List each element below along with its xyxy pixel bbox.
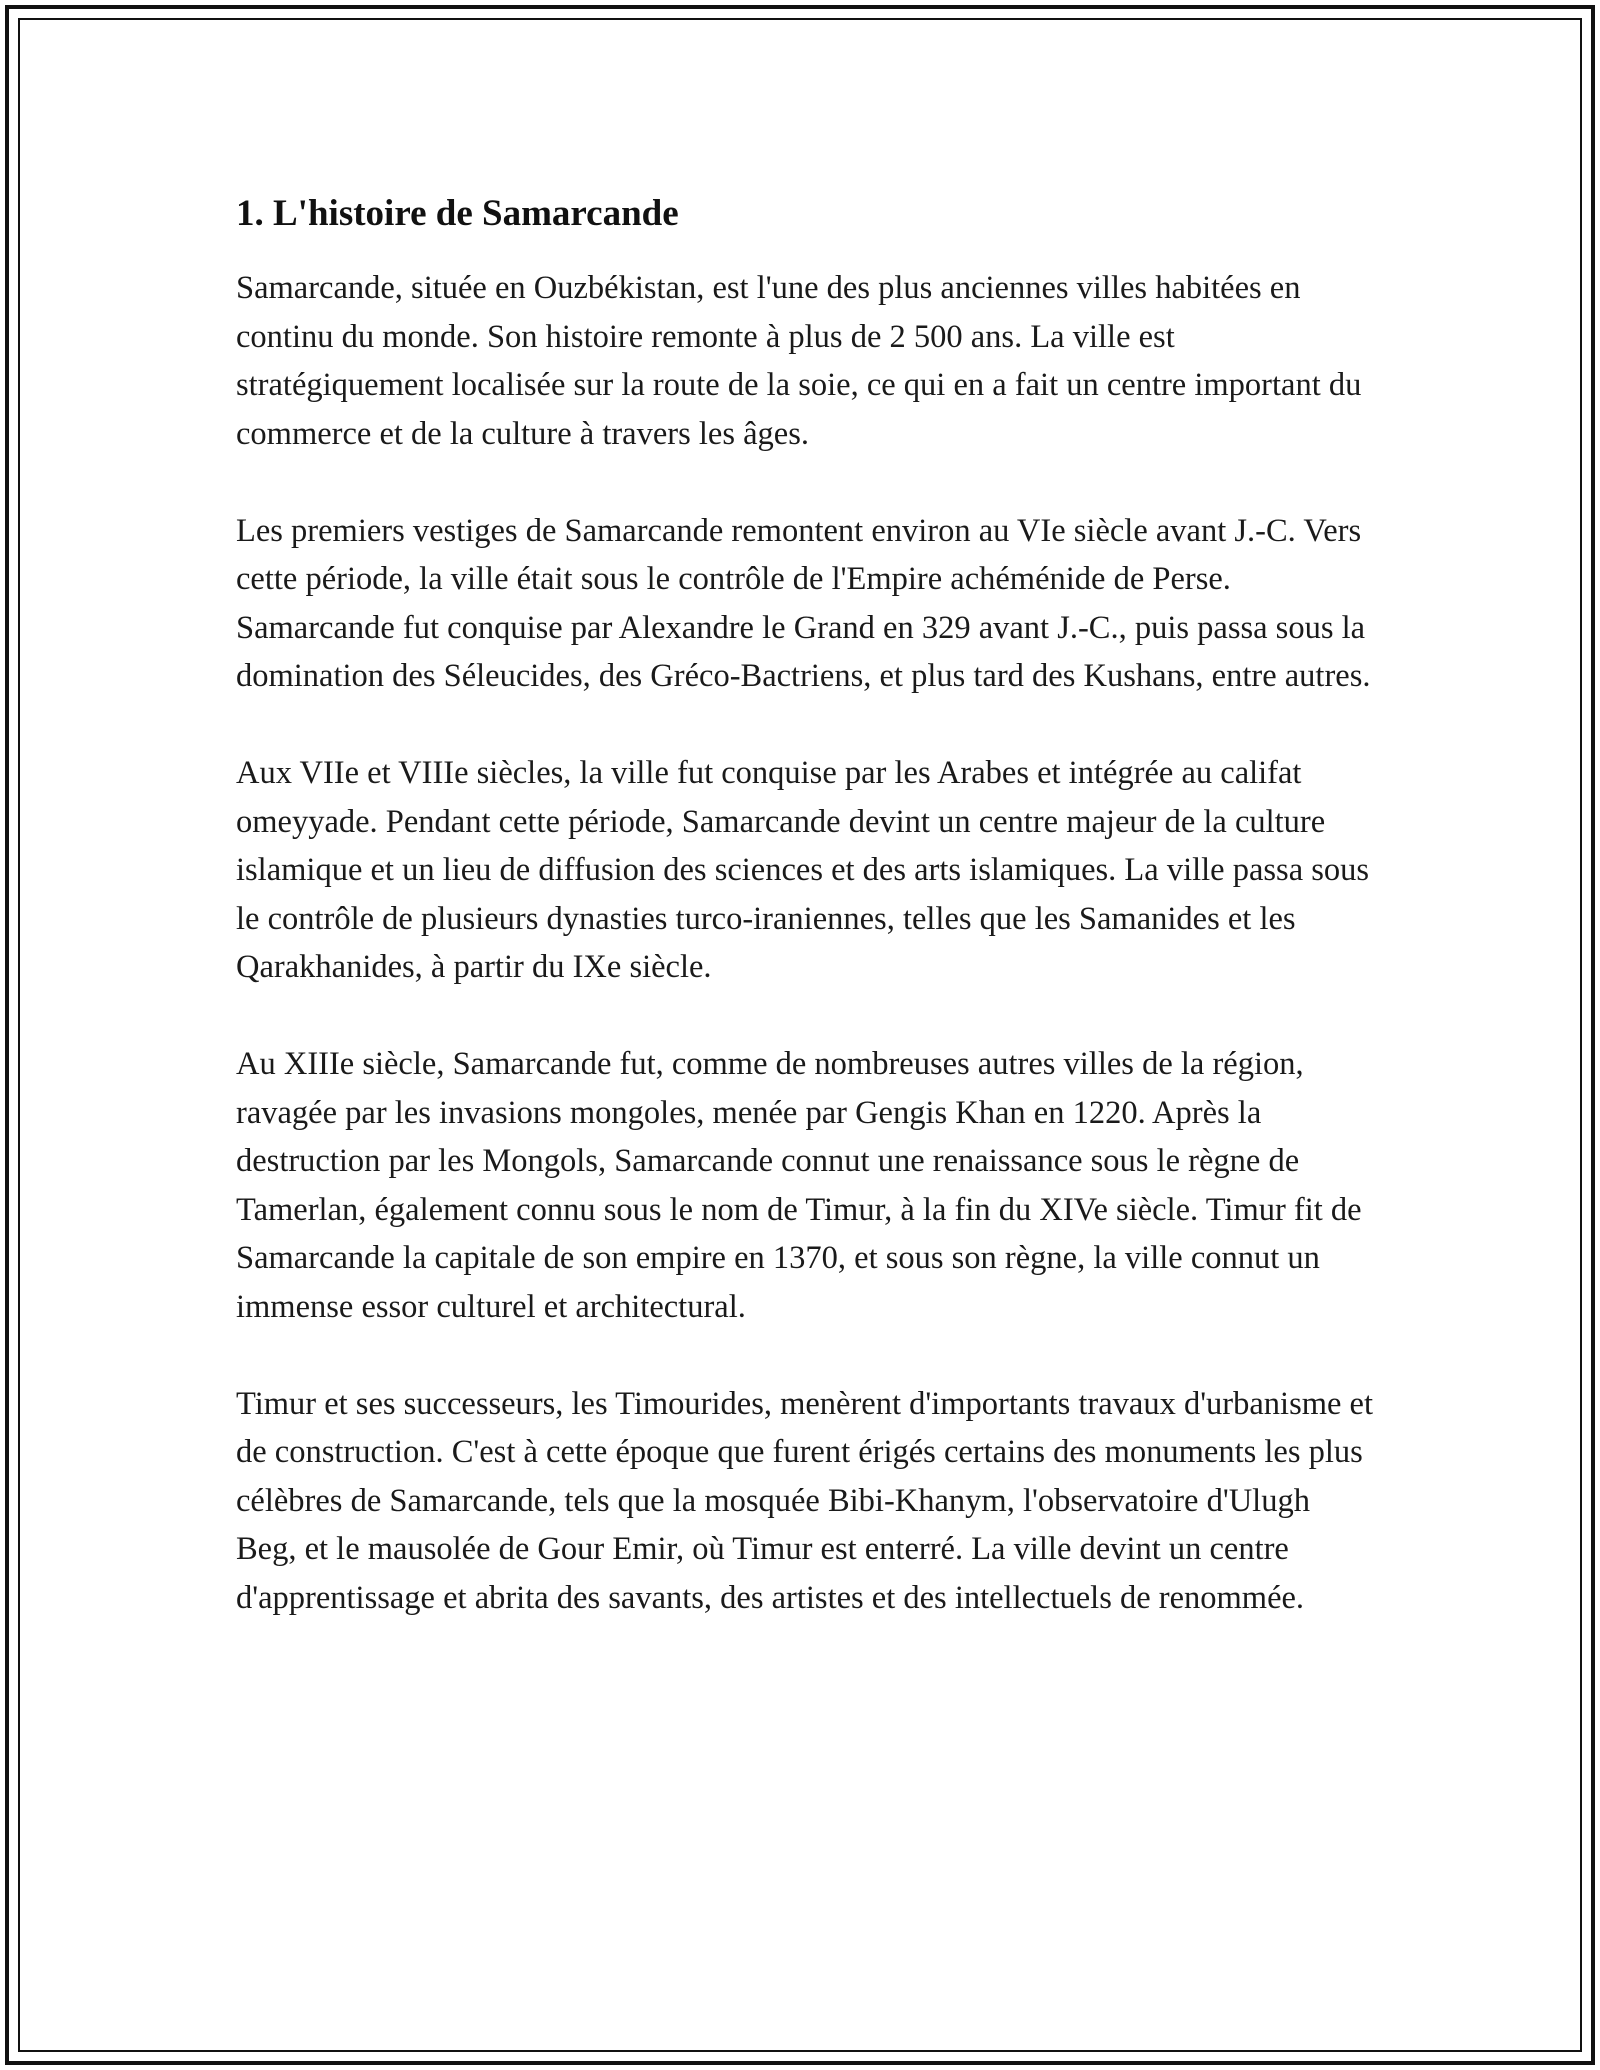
section-title: 1. L'histoire de Samarcande bbox=[236, 193, 679, 234]
paragraph-intro: Samarcande, située en Ouzbékistan, est l'une des plus anciennes villes habitées en continu du monde. Son histoire remonte à plus de 2 500 ans. La ville est stratégiquement localisée sur la route de la soie, ce qui en a fait un centre important du commerce et de la culture à travers les âges. bbox=[236, 270, 1362, 452]
paragraph-mongol-timur: Au XIIIe siècle, Samarcande fut, comme de nombreuses autres villes de la région, ravagée par les invasions mongoles, menée par Gengis Khan en 1220. Après la destruction par les Mongols, Samarcande connut une renaissance sous le règne de Tamerlan, également connu sous le nom de Timur, à la fin du XIVe siècle. Timur fit de Samarcande la capitale de son empire en 1370, et sous son règne, la ville connut un immense essor culturel et architectural. bbox=[236, 1046, 1362, 1325]
paragraph-antiquity: Les premiers vestiges de Samarcande remontent environ au VIe siècle avant J.-C. Vers cette période, la ville était sous le contrôle de l'Empire achéménide de Perse. Samarcande fut conquise par Alexandre le Grand en 329 avant J.-C., puis passa sous la domination des Séleucides, des Gréco-Bactriens, et plus tard des Kushans, entre autres. bbox=[236, 512, 1371, 694]
paragraph-islamic-period: Aux VIIe et VIIIe siècles, la ville fut conquise par les Arabes et intégrée au califat omeyyade. Pendant cette période, Samarcande devint un centre majeur de la culture islamique et un lieu de diffusion des sciences et des arts islamiques. La ville passa sous le contrôle de plusieurs dynasties turco-iraniennes, telles que les Samanides et les Qarakhanides, à partir du IXe siècle. bbox=[236, 755, 1370, 985]
document-body bbox=[236, 186, 1376, 1622]
paragraph-timurids: Timur et ses successeurs, les Timourides, menèrent d'importants travaux d'urbanisme et de construction. C'est à cette époque que furent érigés certains des monuments les plus célèbres de Samarcande, tels que la mosquée Bibi-Khanym, l'observatoire d'Ulugh Beg, et le mausolée de Gour Emir, où Timur est enterré. La ville devint un centre d'apprentissage et abrita des savants, des artistes et des intellectuels de renommée. bbox=[236, 1385, 1374, 1616]
